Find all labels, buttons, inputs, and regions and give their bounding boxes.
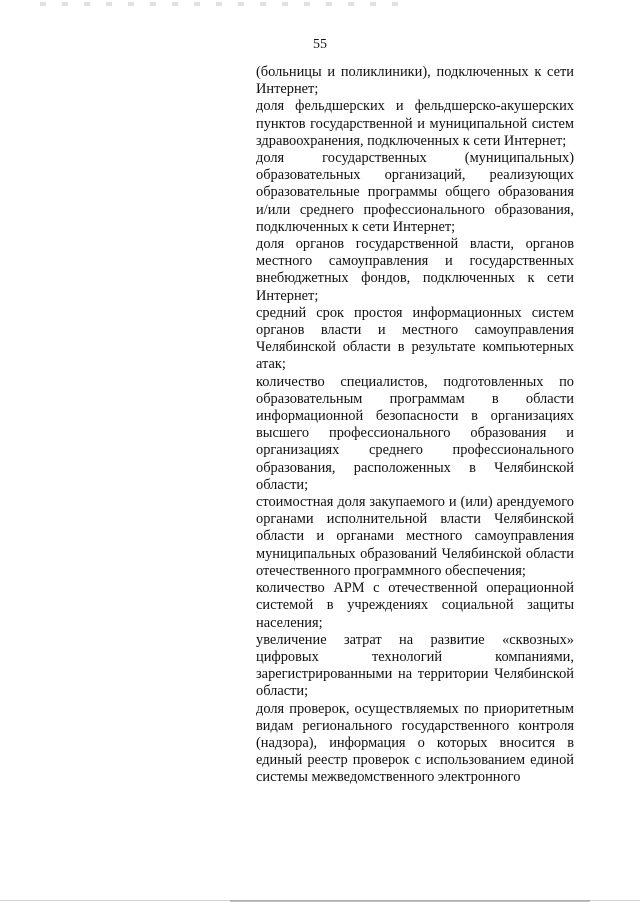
paragraph-digital-tech: увеличение затрат на развитие «сквозных» цифровых технологий компаниями, зарегистрированными на территории Челябинской области; (256, 631, 574, 700)
page-number: 55 (313, 37, 327, 52)
paragraph-downtime: средний срок простоя информационных систем органов власти и местного самоуправления Челябинской области в результате компьютерных атак; (256, 304, 574, 373)
paragraph-inspections: доля проверок, осуществляемых по приоритетным видам регионального государственного контроля (надзора), информация о которых вносится в единый реестр проверок с использованием единой системы межведомственного электронного (256, 700, 574, 786)
paragraph-arm-count: количество АРМ с отечественной операционной системой в учреждениях социальной защиты населения; (256, 580, 574, 631)
paragraph-feldsher-points: доля фельдшерских и фельдшерско-акушерских пунктов государственной и муниципальной систем здравоохранения, подключенных к сети Интернет; (256, 98, 574, 149)
scan-artifact-top (40, 2, 400, 6)
paragraph-educational-orgs: доля государственных (муниципальных) образовательных организаций, реализующих образовательные программы общего образования и/или среднего профессионального образования, подключенных к сети Интернет; (256, 150, 574, 235)
paragraph-security-specialists: количество специалистов, подготовленных по образовательным программам в области информационной безопасности в организациях высшего профессионального образования и организациях среднего профессионального образования, расположенных в Челябинской области; (256, 373, 574, 493)
paragraph-domestic-software: стоимостная доля закупаемого и (или) арендуемого органами исполнительной власти Челябинской области и органами местного самоуправления муниципальных образований Челябинской области отечественного программного обеспечения; (256, 494, 574, 579)
paragraph-hospitals: (больницы и поликлиники), подключенных к сети Интернет; (256, 64, 574, 98)
paragraph-government-bodies: доля органов государственной власти, органов местного самоуправления и государственных внебюджетных фондов, подключенных к сети Интернет; (256, 236, 574, 304)
body-text (256, 64, 574, 787)
scan-edge-bottom-dark (230, 900, 590, 902)
